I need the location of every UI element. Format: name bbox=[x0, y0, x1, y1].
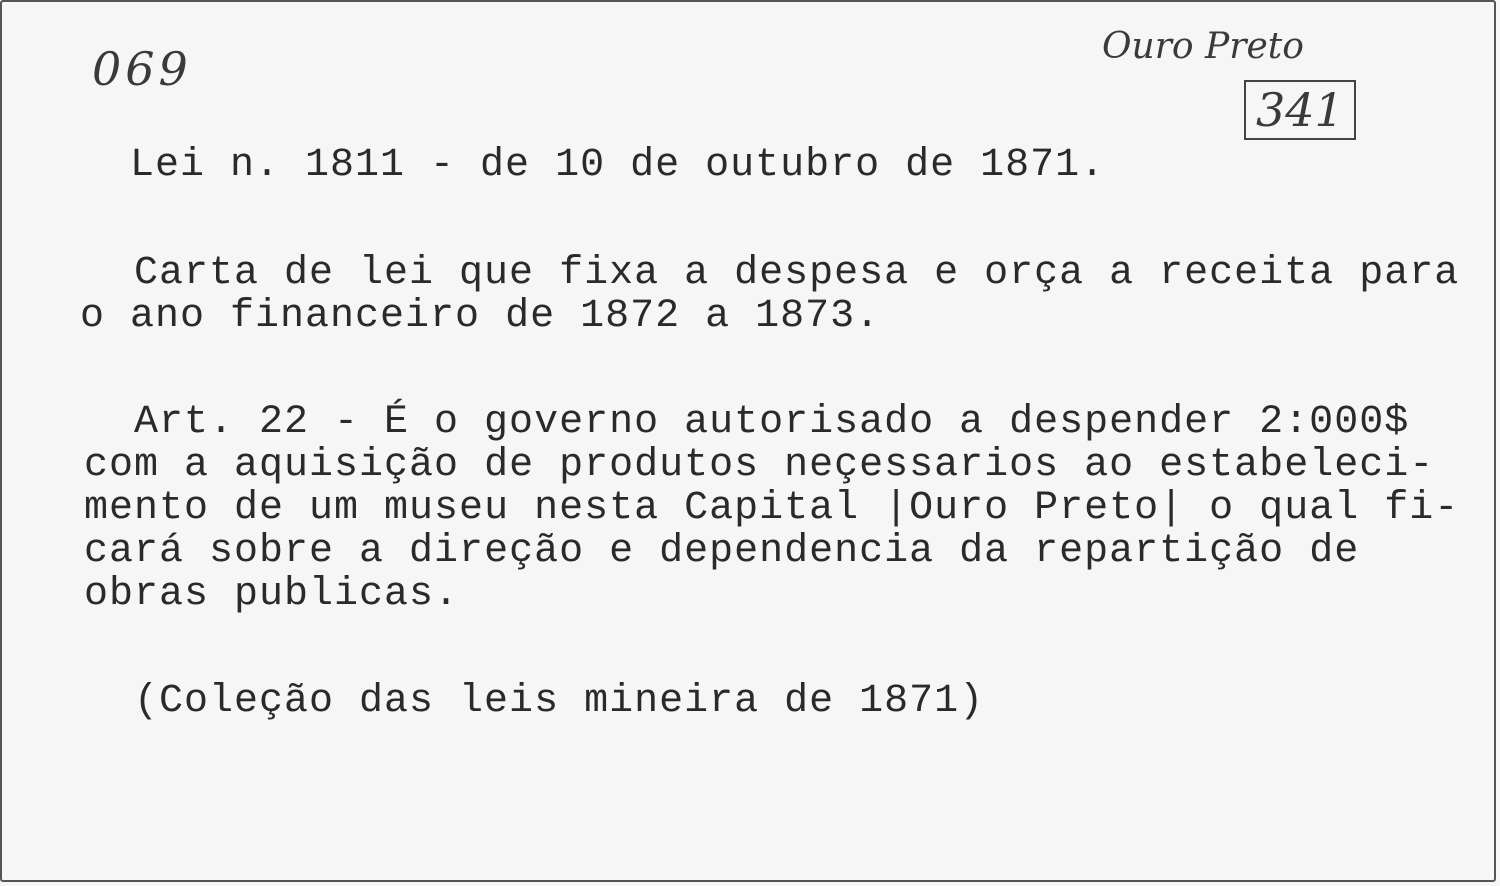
article-line: cará sobre a direção e dependencia da repartição de bbox=[84, 529, 1360, 574]
article-line: Art. 22 - É o governo autorisado a despender 2:000$ bbox=[134, 400, 1410, 445]
article-line: mento de um museu nesta Capital |Ouro Preto| o qual fi- bbox=[84, 486, 1460, 531]
article-line: com a aquisição de produtos neçessarios ao estabeleci- bbox=[84, 443, 1435, 488]
summary-line: Carta de lei que fixa a despesa e orça a receita para bbox=[134, 251, 1460, 296]
summary-line: o ano financeiro de 1872 a 1873. bbox=[80, 294, 881, 339]
handwritten-annotation: Ouro Preto bbox=[1102, 26, 1304, 67]
law-title: Lei n. 1811 - de 10 de outubro de 1871. bbox=[130, 143, 1106, 188]
handwritten-code: 341 bbox=[1244, 80, 1356, 140]
card-number: 069 bbox=[92, 42, 192, 96]
source-citation: (Coleção das leis mineira de 1871) bbox=[134, 679, 985, 724]
article-line: obras publicas. bbox=[84, 572, 460, 617]
